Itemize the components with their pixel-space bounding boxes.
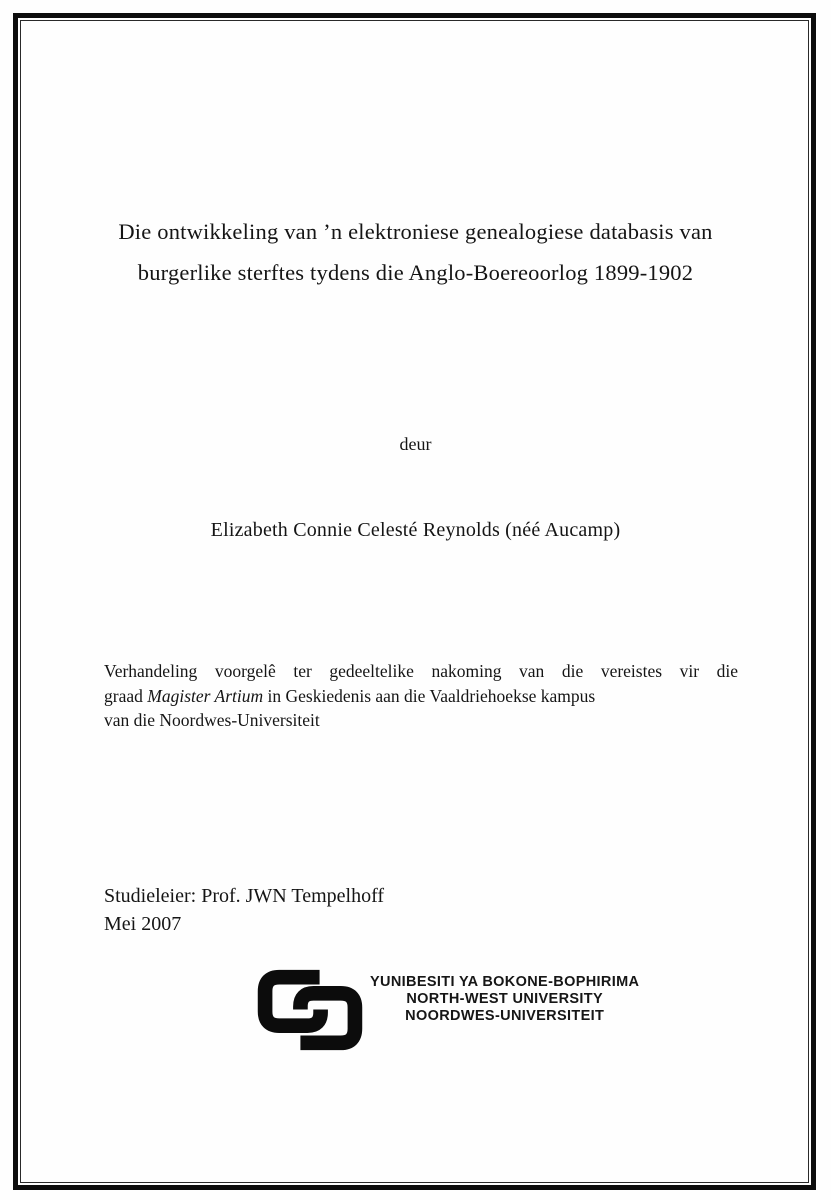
degree-statement-line-2 <box>104 684 738 709</box>
title-line-2: burgerlike sterftes tydens die Anglo-Boereoorlog 1899-1902 <box>137 260 694 285</box>
title-line-1: Die ontwikkeling van ’n elektroniese genealogiese databasis van <box>118 219 713 244</box>
degree-statement <box>104 659 738 733</box>
degree-statement-line-1: Verhandeling voorgelê ter gedeeltelike nakoming van die vereistes vir die <box>104 661 738 681</box>
nwu-logo <box>256 966 639 1053</box>
thesis-title <box>60 211 771 293</box>
byline-deur: deur <box>399 434 432 454</box>
date-line: Mei 2007 <box>104 912 182 935</box>
author-name: Elizabeth Connie Celesté Reynolds (néé Aucamp) <box>210 519 621 541</box>
nwu-wordmark-line-1: YUNIBESITI YA BOKONE-BOPHIRIMA <box>370 974 640 990</box>
degree-statement-line2-suffix: in Geskiedenis aan die Vaaldriehoekse kampus <box>263 685 596 706</box>
nwu-wordmark-line-3: NOORDWES-UNIVERSITEIT <box>405 1008 605 1024</box>
degree-name-italic: Magister Artium <box>147 685 264 706</box>
supervisor-line: Studieleier: Prof. JWN Tempelhoff <box>104 885 385 907</box>
supervisor-block <box>104 883 384 938</box>
nwu-chainlink-mark-icon <box>256 966 364 1053</box>
nwu-logo-wordmark <box>370 974 639 1025</box>
degree-statement-line-3: van die Noordwes-Universiteit <box>104 710 320 730</box>
degree-statement-line2-prefix: graad <box>104 685 148 706</box>
nwu-wordmark-line-2: NORTH-WEST UNIVERSITY <box>406 991 604 1007</box>
